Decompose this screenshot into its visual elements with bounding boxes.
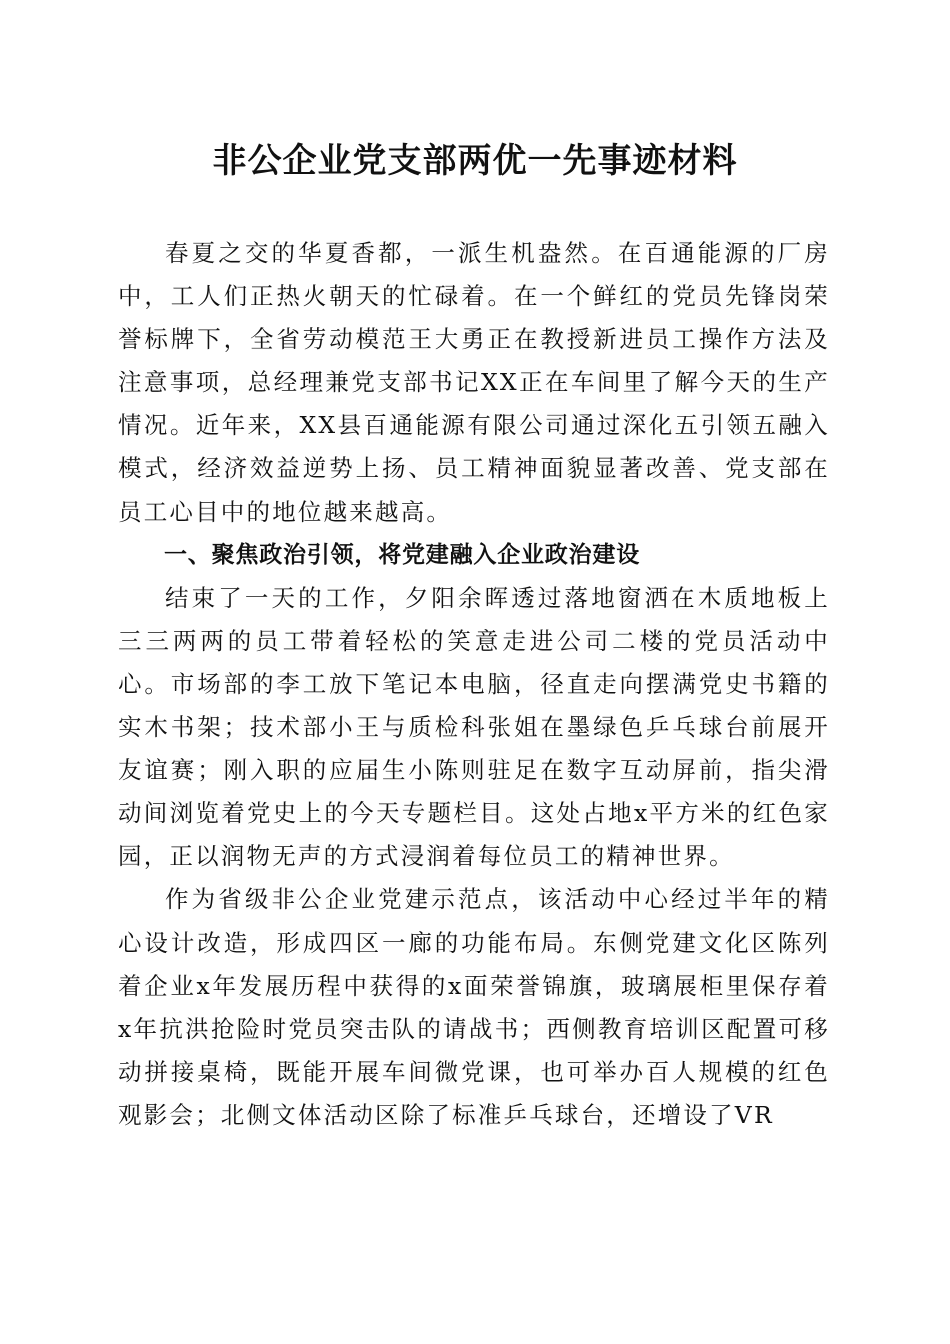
section-paragraph-2: 作为省级非公企业党建示范点，该活动中心经过半年的精心设计改造，形成四区一廊的功能布局。东侧党建文化区陈列着企业x年发展历程中获得的x面荣誉锦旗，玻璃展柜里保存着x年抗洪抢险时党员突击队的请战书；西侧教育培训区配置可移动拼接桌椅，既能开展车间微党课，也可举办百人规模的红色观影会；北侧文体活动区除了标准乒乓球台，还增设了VR [118, 885, 830, 1129]
document-body [118, 232, 830, 1137]
intro-paragraph: 春夏之交的华夏香都，一派生机盎然。在百通能源的厂房中，工人们正热火朝天的忙碌着。在一个鲜红的党员先锋岗荣誉标牌下，全省劳动模范王大勇正在教授新进员工操作方法及注意事项，总经理兼党支部书记XX正在车间里了解今天的生产情况。近年来，XX县百通能源有限公司通过深化五引领五融入模式，经济效益逆势上扬、员工精神面貌显著改善、党支部在员工心目中的地位越来越高。 [118, 239, 830, 526]
section-heading: 一、聚焦政治引领，将党建融入企业政治建设 [164, 541, 640, 568]
section-paragraph-1: 结束了一天的工作，夕阳余晖透过落地窗洒在木质地板上三三两两的员工带着轻松的笑意走进公司二楼的党员活动中心。市场部的李工放下笔记本电脑，径直走向摆满党史书籍的实木书架；技术部小王与质检科张姐在墨绿色乒乓球台前展开友谊赛；刚入职的应届生小陈则驻足在数字互动屏前，指尖滑动间浏览着党史上的今天专题栏目。这处占地x平方米的红色家园，正以润物无声的方式浸润着每位员工的精神世界。 [118, 583, 830, 871]
document-title: 非公企业党支部两优一先事迹材料 [212, 141, 738, 181]
